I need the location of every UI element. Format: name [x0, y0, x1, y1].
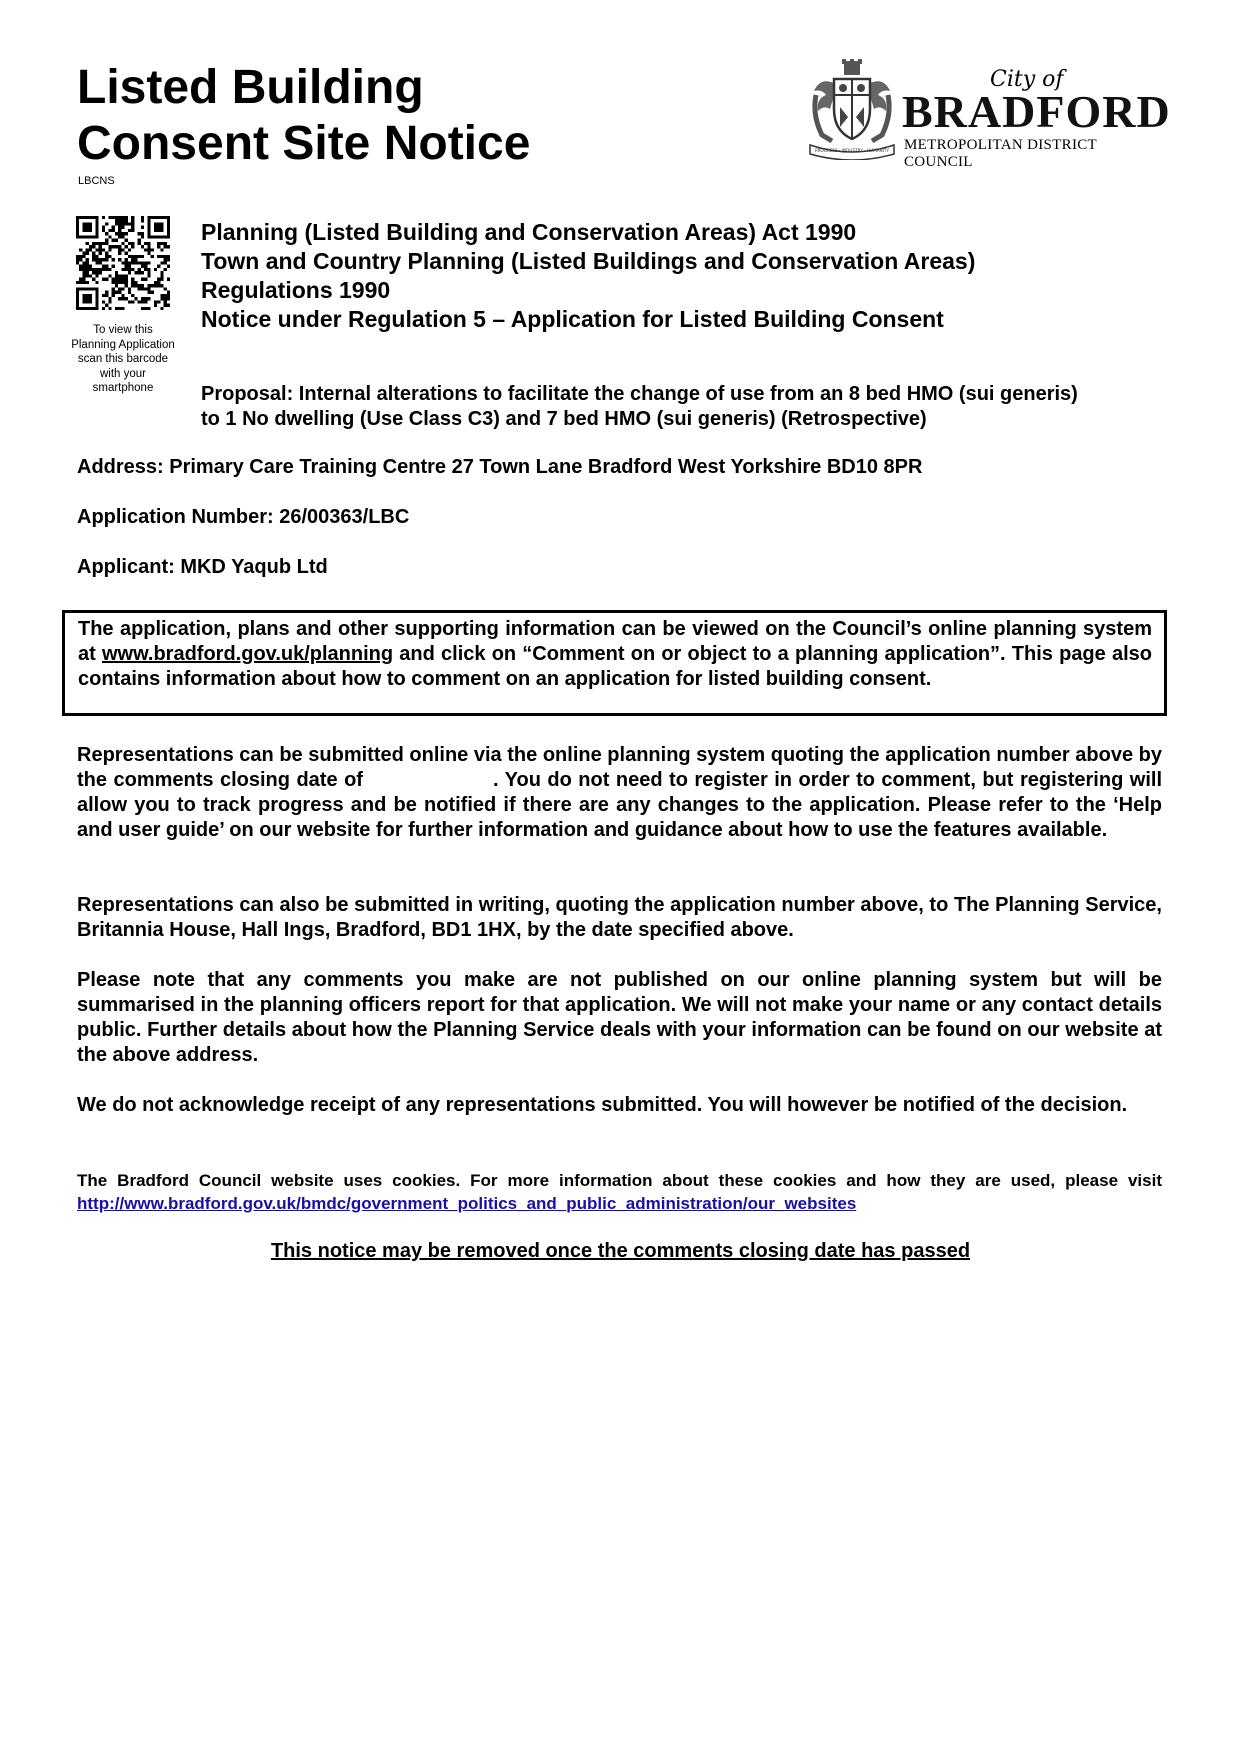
- info-box-text-after: and click on “Comment on or object to a planning application”. This page also contains information about how to comment on an application for listed building consent.: [78, 643, 1152, 690]
- planning-portal-link[interactable]: www.bradford.gov.uk/planning: [101, 643, 394, 665]
- page-title: [77, 60, 530, 172]
- qr-code[interactable]: [76, 216, 170, 310]
- logo-name: BRADFORD: [902, 86, 1171, 137]
- online-info-box: [62, 610, 1167, 716]
- representations-online-part1: Representations can be submitted online via the online planning system quoting the application number above by the comments closing date of: [77, 744, 1162, 791]
- applicant-name: Applicant: MKD Yaqub Ltd: [77, 556, 328, 578]
- reference-code: LBCNS: [78, 175, 115, 187]
- info-box-text-before: The application, plans and other supporting information can be viewed on the Council’s online planning system at: [78, 618, 1152, 665]
- logo-subtitle: METROPOLITAN DISTRICT COUNCIL: [904, 137, 1097, 170]
- act-line-4: Notice under Regulation 5 – Application for Listed Building Consent: [201, 306, 944, 332]
- representations-writing-paragraph: Representations can also be submitted in writing, quoting the application number above, to The Planning Service, Britannia House, Hall Ings, Bradford, BD1 1HX, by the date specified above.: [77, 894, 1162, 941]
- act-line-2: Town and Country Planning (Listed Buildings and Conservation Areas): [201, 248, 976, 274]
- council-logo: [804, 55, 1171, 170]
- title-line-2: Consent Site Notice: [77, 117, 531, 170]
- act-line-1: Planning (Listed Building and Conservation Areas) Act 1990: [201, 219, 857, 245]
- application-number: Application Number: 26/00363/LBC: [77, 506, 410, 528]
- act-line-3: Regulations 1990: [201, 277, 391, 303]
- representations-online-paragraph: [77, 743, 1162, 843]
- privacy-paragraph: Please note that any comments you make are not published on our online planning system but will be summarised in the planning officers report for that application. We will not make your name or any contact details public. Further details about how the Planning Service deals with your information can be found on our website at the above address.: [77, 969, 1162, 1066]
- title-line-1: Listed Building: [77, 61, 424, 114]
- cookies-paragraph: [77, 1170, 1162, 1215]
- cookies-text: The Bradford Council website uses cookies. For more information about these cookies and how they are used, please visit: [77, 1171, 1162, 1190]
- removal-notice: This notice may be removed once the comments closing date has passed: [270, 1240, 971, 1262]
- qr-caption: To view this Planning Application scan this barcode with your smartphone: [71, 324, 175, 394]
- logo-motto: PROGRESS · INDUSTRY · HUMANITY: [814, 148, 890, 153]
- cookies-link[interactable]: http://www.bradford.gov.uk/bmdc/government_politics_and_public_administration/our_websites: [77, 1193, 857, 1213]
- proposal-text: Proposal: Internal alterations to facilitate the change of use from an 8 bed HMO (sui generis) to 1 No dwelling (Use Class C3) and 7 bed HMO (sui generis) (Retrospective): [201, 383, 1078, 430]
- coat-of-arms-icon: [804, 55, 900, 160]
- acknowledge-paragraph: We do not acknowledge receipt of any representations submitted. You will however be notified of the decision.: [77, 1094, 1128, 1116]
- representations-online-part2: . You do not need to register in order to comment, but registering will allow you to track progress and be notified if there are any changes to the application. Please refer to the ‘Help and user guide’ on our website for further information and guidance about how to use the features available.: [77, 769, 1163, 841]
- address-text: Address: Primary Care Training Centre 27 Town Lane Bradford West Yorkshire BD10 8PR: [77, 456, 923, 478]
- logo-city-of: City of: [990, 67, 1064, 92]
- legislation-heading: [201, 218, 975, 334]
